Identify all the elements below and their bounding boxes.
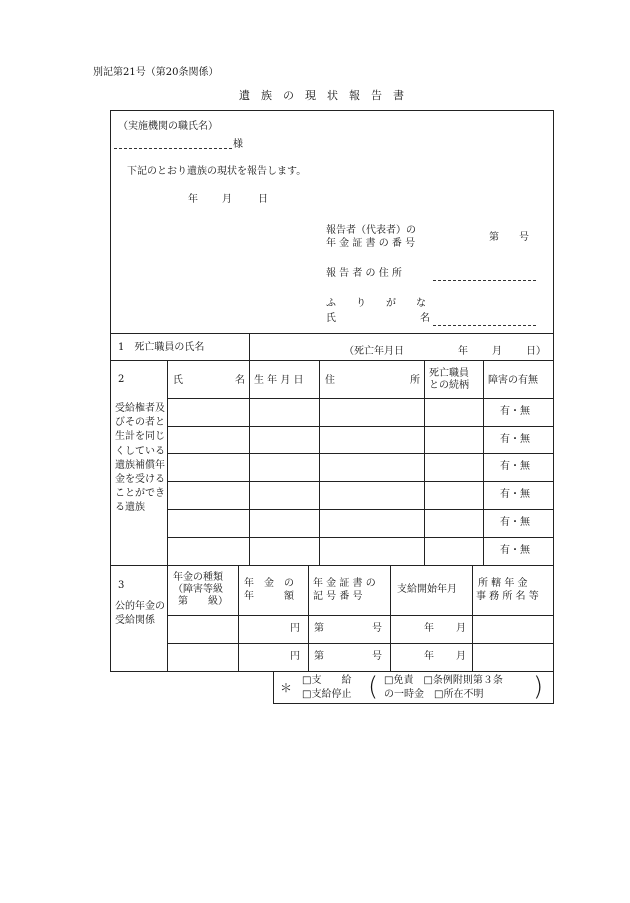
reporter-address-label: 報 告 者 の 住 所 [326, 268, 402, 279]
s3-header-cert-2: 記 号 番 号 [313, 591, 363, 602]
death-month: 月 [492, 346, 502, 357]
s2-header-disability: 障害の有無 [488, 375, 538, 386]
section2-number: 2 [118, 374, 125, 385]
left-paren: ( [368, 672, 379, 702]
pension-number-label-1: 報告者（代表者）の [326, 225, 416, 236]
s3-col-line-5 [472, 565, 473, 672]
s2-header-dob: 生 年 月 日 [254, 375, 304, 386]
s2-row-rule [167, 453, 554, 454]
s3-header-start: 支給開始年月 [397, 584, 457, 595]
section3-number: 3 [118, 580, 125, 591]
s3-col-line-3 [308, 565, 309, 672]
s3-header-office-2: 事 務 所 名 等 [476, 591, 539, 602]
checkbox-exemption[interactable]: □免責 □条例附則第３条 [384, 675, 503, 686]
start-month: 月 [456, 623, 466, 634]
s2-col-line-1 [167, 360, 168, 565]
disability-choice[interactable]: 有・無 [500, 489, 530, 500]
s3-header-cert-1: 年 金 証 書 の [313, 578, 376, 589]
date-year: 年 [188, 194, 198, 205]
asterisk: ＊ [280, 681, 293, 695]
reporter-name-line[interactable] [433, 325, 536, 326]
checkbox-payment[interactable]: □支 給 [302, 675, 352, 686]
pension-number-value: 第 号 [489, 232, 529, 243]
s3-header-type-3: 第 級） [178, 596, 228, 607]
checkbox-payment-stop[interactable]: □支給停止 [302, 689, 352, 700]
s2-header-name-2: 名 [235, 375, 245, 386]
s2-row-rule [167, 537, 554, 538]
section2-side-label: 受給権者及びその者と生計を同じくしている遺族補償年金を受けることができる遺族 [115, 403, 165, 514]
yen-unit: 円 [290, 651, 300, 662]
statement-text: 下記のとおり遺族の現状を報告します。 [127, 166, 307, 177]
date-day: 日 [258, 194, 268, 205]
s2-header-address-2: 所 [410, 375, 420, 386]
date-month: 月 [222, 194, 232, 205]
right-paren: ) [533, 672, 544, 702]
cert-go: 号 [372, 651, 382, 662]
s3-header-amount-2: 年 額 [244, 591, 294, 602]
page-title: 遺 族 の 現 状 報 告 書 [239, 89, 404, 102]
deceased-name-label: 1 死亡職員の氏名 [118, 342, 205, 353]
section1-divider [249, 333, 250, 360]
s2-row-rule [167, 426, 554, 427]
s3-col-line-4 [390, 565, 391, 672]
s3-header-type-2: （障害等級 [173, 584, 223, 595]
yen-unit: 円 [290, 623, 300, 634]
death-day: 日） [526, 346, 546, 357]
addressee-line [114, 148, 232, 149]
s2-header-name-1: 氏 [173, 375, 183, 386]
s3-header-amount-1: 年 金 の [244, 578, 294, 589]
start-month: 月 [456, 651, 466, 662]
section3-top-rule [110, 565, 554, 566]
s2-header-relation-1: 死亡職員 [429, 368, 469, 379]
name-label-1: 氏 [326, 313, 336, 324]
disability-choice[interactable]: 有・無 [500, 406, 530, 417]
reporter-address-line[interactable] [433, 280, 536, 281]
s2-row-rule [167, 509, 554, 510]
s3-row-rule [167, 615, 554, 616]
disability-choice[interactable]: 有・無 [500, 517, 530, 528]
section3-side-label: 公的年金の受給関係 [115, 601, 165, 627]
name-label-2: 名 [420, 313, 430, 324]
form-number: 別記第21号（第20条関係） [93, 67, 219, 78]
cert-dai: 第 [314, 651, 324, 662]
cert-go: 号 [372, 623, 382, 634]
checkbox-lump-sum[interactable]: の一時金 □所在不明 [384, 689, 484, 700]
s2-col-line-2 [249, 360, 250, 565]
s2-header-relation-2: との続柄 [429, 380, 469, 391]
addressee-label: （実施機関の職氏名） [118, 121, 218, 132]
cert-dai: 第 [314, 623, 324, 634]
s3-header-type-1: 年金の種類 [173, 572, 223, 583]
s2-row-rule [167, 398, 554, 399]
section2-top-rule [110, 360, 554, 361]
s3-col-line-2 [238, 565, 239, 672]
s3-row-rule [167, 643, 554, 644]
disability-choice[interactable]: 有・無 [500, 545, 530, 556]
pension-number-label-2: 年 金 証 書 の 番 号 [326, 238, 416, 249]
disability-choice[interactable]: 有・無 [500, 461, 530, 472]
death-date-label: （死亡年月日 [344, 346, 404, 357]
section1-top-rule [110, 333, 554, 334]
s2-header-address-1: 住 [325, 375, 335, 386]
furigana-label: ふ り が な [326, 298, 426, 309]
s2-row-rule [167, 481, 554, 482]
s3-col-line-1 [167, 565, 168, 672]
death-year: 年 [458, 346, 468, 357]
s2-col-line-4 [424, 360, 425, 565]
s2-col-line-3 [319, 360, 320, 565]
s2-col-line-5 [483, 360, 484, 565]
honorific: 様 [233, 139, 243, 150]
start-year: 年 [424, 651, 434, 662]
start-year: 年 [424, 623, 434, 634]
disability-choice[interactable]: 有・無 [500, 434, 530, 445]
s3-header-office-1: 所 轄 年 金 [478, 578, 528, 589]
